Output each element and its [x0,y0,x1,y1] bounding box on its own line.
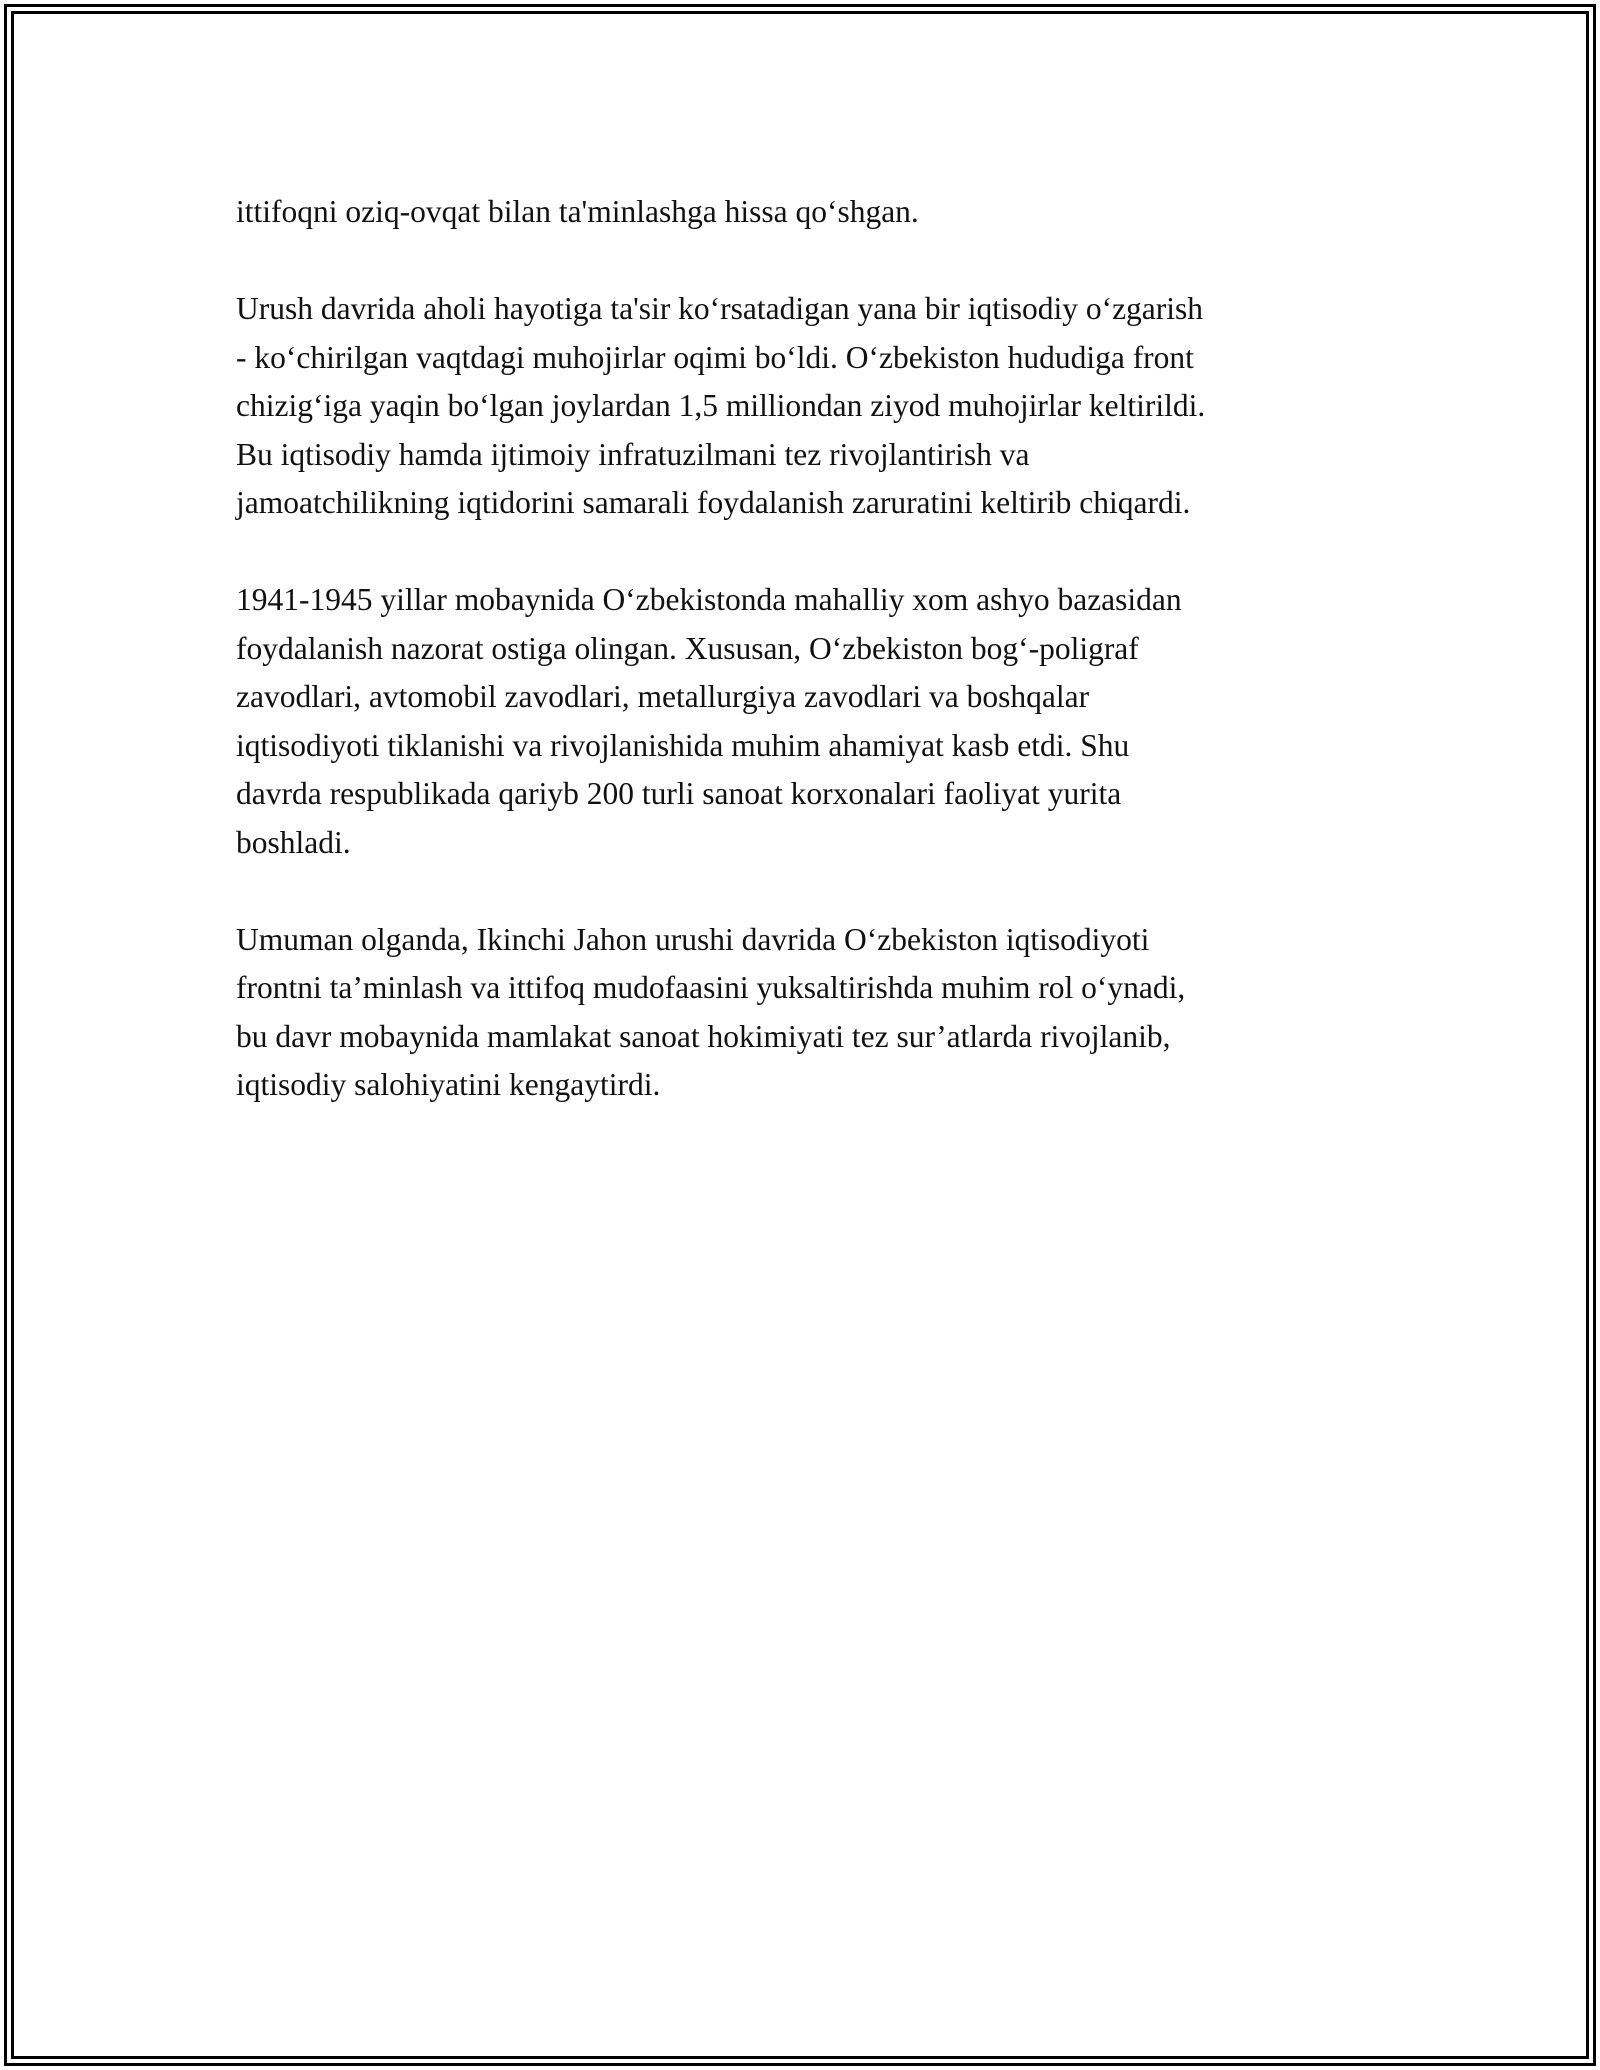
text-line: Bu iqtisodiy hamda ijtimoiy infratuzilmani tez rivojlantirish va [236,436,1030,472]
text-line: 1941-1945 yillar mobaynida O‘zbekistonda mahalliy xom ashyo bazasidan [236,582,1182,617]
paragraph-4 [236,916,1366,1110]
text-line: Umuman olganda, Ikinchi Jahon urushi davrida O‘zbekiston iqtisodiyoti [236,921,1150,957]
paragraph-3 [236,576,1366,867]
text-line: jamoatchilikning iqtidorini samarali foydalanish zaruratini keltirib chiqardi. [236,485,1191,520]
text-line: boshladi. [236,824,351,860]
text-line: bu davr mobaynida mamlakat sanoat hokimiyati tez sur’atlarda rivojlanib, [236,1018,1171,1054]
text-line: zavodlari, avtomobil zavodlari, metallurgiya zavodlari va boshqalar [236,679,1090,714]
paragraph-2 [236,285,1366,528]
text-line: foydalanish nazorat ostiga olingan. Xususan, O‘zbekiston bog‘-poligraf [236,630,1139,666]
text-line: ittifoqni oziq-ovqat bilan ta'minlashga hissa qo‘shgan. [236,194,919,229]
text-line: iqtisodiy salohiyatini kengaytirdi. [236,1067,661,1102]
text-line: davrda respublikada qariyb 200 turli sanoat korxonalari faoliyat yurita [236,776,1122,811]
paragraph-1 [236,188,1366,237]
text-line: chizig‘iga yaqin bo‘lgan joylardan 1,5 milliondan ziyod muhojirlar keltirildi. [236,388,1206,423]
text-line: - ko‘chirilgan vaqtdagi muhojirlar oqimi bo‘ldi. O‘zbekiston hududiga front [236,339,1194,375]
text-line: Urush davrida aholi hayotiga ta'sir ko‘rsatadigan yana bir iqtisodiy o‘zgarish [236,291,1204,326]
text-line: iqtisodiyoti tiklanishi va rivojlanishida muhim ahamiyat kasb etdi. Shu [236,727,1130,763]
document-body [236,188,1366,1158]
text-line: frontni ta’minlash va ittifoq mudofaasini yuksaltirishda muhim rol o‘ynadi, [236,970,1186,1005]
